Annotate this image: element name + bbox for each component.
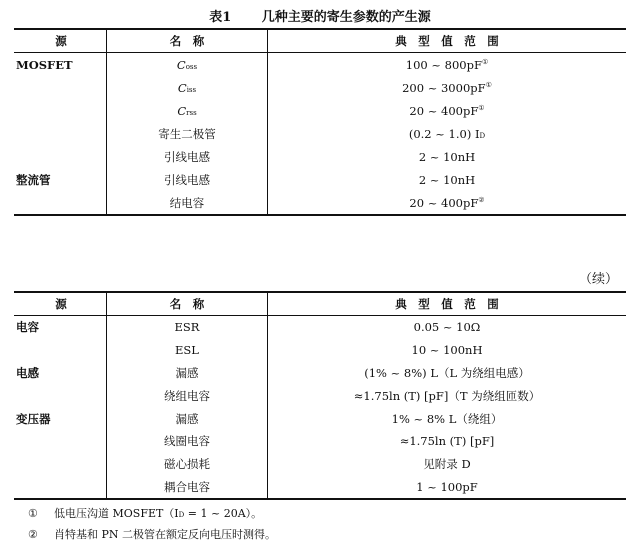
row-value: ≈1.75ln (T) [pF]（T 为绕组匝数） (268, 384, 627, 407)
row-value (268, 122, 627, 145)
row-source: 变压器 (16, 411, 51, 426)
continued-label: （续） (578, 272, 618, 287)
row-value-text: 100 ~ 800pF (405, 57, 482, 72)
row-name-text: C (176, 57, 186, 72)
row-value-subscript: D (479, 131, 486, 140)
table-row (14, 407, 626, 430)
parasitic-table-part1 (14, 28, 626, 216)
row-name (107, 145, 268, 168)
row-value-text: 20 ~ 400pF (409, 195, 479, 210)
row-value: 10 ~ 100nH (268, 339, 627, 362)
footnote-tail: = 1 ~ 20A）。 (184, 507, 263, 520)
table-row (14, 384, 626, 407)
row-value-text: 20 ~ 400pF (409, 103, 479, 118)
row-value (268, 168, 627, 191)
table-row (14, 430, 626, 453)
table-row (14, 316, 626, 339)
footnote-text: 肖特基和 PN 二极管在额定反向电压时测得。 (54, 528, 277, 541)
row-footnote-mark: ① (481, 57, 489, 66)
row-source: 电容 (16, 320, 39, 335)
row-value-text: 2 ~ 10nH (418, 172, 476, 187)
footnote-mark: ① (28, 507, 38, 520)
table-row (14, 362, 626, 385)
row-name: ESL (107, 339, 268, 362)
row-source (14, 430, 107, 453)
table-row (14, 76, 626, 99)
row-value: 见附录 D (268, 453, 627, 476)
row-value: 1 ~ 100pF (268, 476, 627, 500)
header-name: 名 称 (107, 29, 268, 53)
row-source (14, 99, 107, 122)
row-source (14, 122, 107, 145)
row-footnote-mark: ② (478, 195, 485, 204)
row-value (268, 191, 627, 215)
row-value: (1% ~ 8%) L（L 为绕组电感） (268, 362, 627, 385)
table-row (14, 122, 626, 145)
row-name-subscript: oss (185, 62, 198, 71)
row-name (107, 191, 268, 215)
row-name (107, 122, 268, 145)
table-row (14, 339, 626, 362)
row-source (14, 384, 107, 407)
row-name: 磁心损耗 (107, 453, 268, 476)
row-name-text: 结电容 (169, 195, 205, 210)
header-name: 名 称 (107, 292, 268, 316)
row-value (268, 145, 627, 168)
row-name: 耦合电容 (107, 476, 268, 500)
row-name-text: C (177, 80, 187, 95)
table-row (14, 453, 626, 476)
row-name: 绕组电容 (107, 384, 268, 407)
footnote-line (28, 525, 276, 545)
table-header-row (14, 292, 626, 316)
row-name-text: 引线电感 (164, 172, 210, 187)
table-row (14, 53, 626, 77)
row-name (107, 168, 268, 191)
header-range: 典 型 值 范 围 (268, 29, 627, 53)
row-name (107, 53, 268, 77)
footnote-line (28, 504, 276, 525)
footnote-subscript: D (178, 511, 185, 519)
table-header-row (14, 29, 626, 53)
row-name-text: 寄生二极管 (158, 126, 216, 141)
table-row (14, 168, 626, 191)
row-source (14, 191, 107, 215)
row-name: ESR (107, 316, 268, 339)
row-name (107, 76, 268, 99)
caption-title: 几种主要的寄生参数的产生源 (261, 10, 431, 25)
row-value-text: (0.2 ~ 1.0) I (408, 126, 480, 141)
row-name-subscript: iss (186, 85, 197, 94)
row-footnote-mark: ① (485, 80, 492, 89)
row-value: 0.05 ~ 10Ω (268, 316, 627, 339)
row-source (14, 476, 107, 500)
row-value (268, 76, 627, 99)
table-row (14, 476, 626, 500)
row-source (14, 76, 107, 99)
header-range: 典 型 值 范 围 (268, 292, 627, 316)
header-source: 源 (14, 292, 107, 316)
row-value: ≈1.75ln (T) [pF] (268, 430, 627, 453)
row-source (14, 339, 107, 362)
footnotes (28, 504, 276, 545)
row-value (268, 99, 627, 122)
row-name-text: 引线电感 (164, 149, 210, 164)
row-value: 1% ~ 8% L（绕组） (268, 407, 627, 430)
table-row (14, 145, 626, 168)
footnote-text: 低电压沟道 MOSFET（I (54, 507, 179, 520)
row-value-text: 200 ~ 3000pF (402, 80, 486, 95)
header-source: 源 (14, 29, 107, 53)
row-source (14, 453, 107, 476)
row-value (268, 53, 627, 77)
caption-number: 表1 (209, 10, 232, 25)
row-name: 线圈电容 (107, 430, 268, 453)
footnote-mark: ② (28, 528, 38, 541)
row-value-text: 2 ~ 10nH (418, 149, 476, 164)
row-footnote-mark: ① (478, 103, 485, 112)
row-name: 漏感 (107, 362, 268, 385)
row-source: MOSFET (16, 57, 73, 72)
row-name-subscript: rss (186, 108, 197, 117)
table-caption (0, 6, 640, 25)
table-row (14, 191, 626, 215)
parasitic-table-part2 (14, 291, 626, 500)
row-name-text: C (177, 103, 187, 118)
row-name (107, 99, 268, 122)
row-source (14, 145, 107, 168)
row-source: 整流管 (16, 172, 51, 187)
row-source: 电感 (16, 365, 39, 380)
table-row (14, 99, 626, 122)
row-name: 漏感 (107, 407, 268, 430)
